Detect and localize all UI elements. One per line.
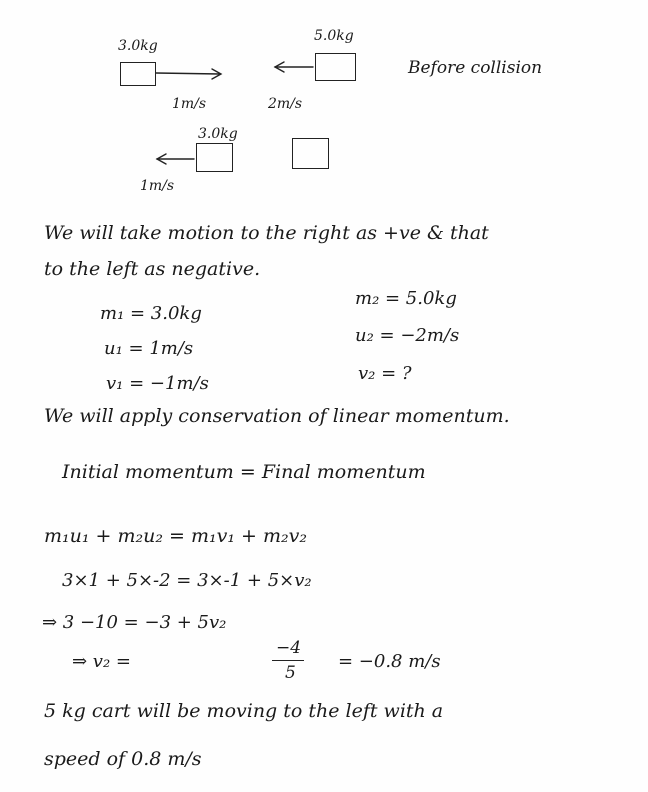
equation-2: 3×1 + 5×-2 = 3×-1 + 5×v₂ xyxy=(62,570,312,591)
given-m2: m₂ = 5.0kg xyxy=(355,288,457,309)
equation-4-left: ⇒ v₂ = xyxy=(72,651,131,672)
equation-4-denominator: 5 xyxy=(285,663,296,683)
velocity2-label: 2m/s xyxy=(268,96,303,112)
velocity1-after-label: 1m/s xyxy=(140,178,175,194)
velocity1-label: 1m/s xyxy=(172,96,207,112)
given-u2: u₂ = −2m/s xyxy=(355,325,460,346)
given-m1: m₁ = 3.0kg xyxy=(100,303,202,324)
conclusion-line-1: 5 kg cart will be moving to the left with a xyxy=(44,700,444,722)
mass1-after-label: 3.0kg xyxy=(198,126,238,142)
given-v2: v₂ = ? xyxy=(358,363,412,384)
given-u1: u₁ = 1m/s xyxy=(104,338,194,359)
velocity-arrows xyxy=(0,0,648,220)
arrow-right-3kg xyxy=(156,73,220,74)
equation-4-right: = −0.8 m/s xyxy=(338,651,441,672)
conclusion-line-2: speed of 0.8 m/s xyxy=(44,748,202,770)
convention-line-2: to the left as negative. xyxy=(44,258,261,280)
fraction-bar xyxy=(272,660,304,661)
momentum-statement: Initial momentum = Final momentum xyxy=(62,461,426,483)
before-collision-caption: Before collision xyxy=(408,58,543,78)
given-v1: v₁ = −1m/s xyxy=(106,373,209,394)
equation-4-numerator: −4 xyxy=(276,638,302,658)
mass2-label: 5.0kg xyxy=(314,28,354,44)
convention-line-1: We will take motion to the right as +ve & that xyxy=(44,222,489,244)
equation-3: ⇒ 3 −10 = −3 + 5v₂ xyxy=(42,612,227,633)
mass1-label: 3.0kg xyxy=(118,38,158,54)
equation-1: m₁u₁ + m₂u₂ = m₁v₁ + m₂v₂ xyxy=(44,525,307,547)
apply-conservation: We will apply conservation of linear momentum. xyxy=(44,405,510,427)
